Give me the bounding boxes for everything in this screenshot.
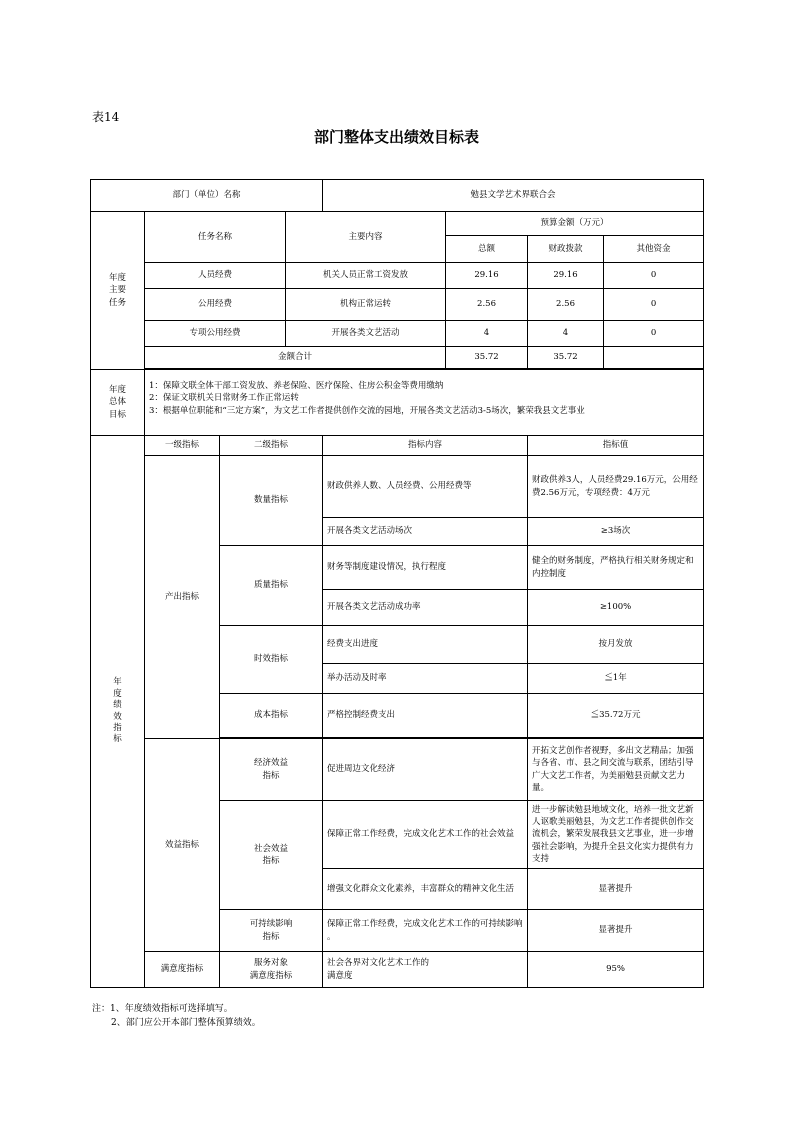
task-content: 机关人员正常工资发放	[286, 263, 446, 289]
note-line: 2、部门应公开本部门整体预算绩效。	[111, 1017, 261, 1028]
table-row	[91, 952, 704, 988]
task-other: 0	[604, 289, 704, 321]
tasks-side-label: 年度 主要 任务	[91, 212, 145, 370]
indicator-content: 开展各类文艺活动成功率	[323, 590, 528, 626]
task-name: 公用经费	[145, 289, 286, 321]
page-title: 部门整体支出绩效目标表	[313, 128, 479, 146]
sum-label: 金额合计	[145, 347, 446, 369]
indicator-content: 严格控制经费支出	[323, 694, 528, 738]
goal-line: 1：保障文联全体干部工资发放、养老保险、医疗保险、住房公积金等费用缴纳	[149, 381, 444, 391]
cost-label: 成本指标	[220, 694, 323, 738]
task-content-header: 主要内容	[286, 212, 446, 263]
level1-header: 一级指标	[145, 436, 220, 456]
indicator-value: ≦35.72万元	[528, 694, 704, 738]
task-content: 机构正常运转	[286, 289, 446, 321]
satisfaction-label: 满意度指标	[145, 952, 220, 988]
goal-line: 2：保证文联机关日常财务工作正常运转	[149, 393, 299, 404]
level2-header: 二级指标	[220, 436, 323, 456]
value-header: 指标值	[528, 436, 704, 456]
indicator-value: 按月发放	[528, 626, 704, 664]
indicator-content: 保障正常工作经费，完成文化艺术工作的可持续影响 。	[323, 910, 528, 952]
indicator-content: 财务等制度建设情况，执行程度	[323, 546, 528, 590]
table-row	[91, 263, 704, 289]
task-fiscal: 4	[528, 321, 604, 347]
indicator-content: 保障正常工作经费，完成文化艺术工作的社会效益	[323, 801, 528, 869]
table-row	[91, 289, 704, 321]
indicator-content: 举办活动及时率	[323, 664, 528, 694]
task-fiscal: 29.16	[528, 263, 604, 289]
timeliness-label: 时效指标	[220, 626, 323, 694]
task-name: 人员经费	[145, 263, 286, 289]
indicator-value: 财政供养3人，人员经费29.16万元，公用经费2.56万元，专项经费：4万元	[528, 456, 704, 518]
goals-side-label: 年度 总体 目标	[91, 370, 145, 436]
indicator-value: 进一步解读勉县地域文化，培养一批文艺新人讴歌美丽勉县，为文艺工作者提供创作交流机会，繁荣发展我县文艺事业，进一步增强社会影响，为提升全县文化实力提供有力支持	[528, 801, 704, 869]
indicator-content: 财政供养人数、人员经费、公用经费等	[323, 456, 528, 518]
performance-target-table	[90, 179, 704, 988]
task-other: 0	[604, 321, 704, 347]
goals-text	[145, 370, 704, 436]
indicator-content: 促进周边文化经济	[323, 739, 528, 801]
task-fiscal: 2.56	[528, 289, 604, 321]
indicator-content: 开展各类文艺活动场次	[323, 518, 528, 546]
note-line: 注：1、年度绩效指标可选择填写。	[92, 1004, 233, 1014]
dept-name-label: 部门（单位）名称	[91, 180, 323, 212]
indicator-value: 95%	[528, 952, 704, 988]
budget-header: 预算金额（万元）	[446, 212, 704, 236]
indicator-value: 健全的财务制度，严格执行相关财务规定和内控制度	[528, 546, 704, 590]
notes	[92, 1003, 261, 1030]
task-name: 专项公用经费	[145, 321, 286, 347]
sum-other	[604, 347, 704, 369]
task-name-header: 任务名称	[145, 212, 286, 263]
other-header: 其他资金	[604, 236, 704, 263]
indicator-value: ≦1年	[528, 664, 704, 694]
indicator-value: 开拓文艺创作者视野，多出文艺精品；加强与各省、市、县之间交流与联系，团结引导广大文艺工作者，为美丽勉县贡献文艺力量。	[528, 739, 704, 801]
sum-total: 35.72	[446, 347, 528, 369]
indicators-side-label: 年 度 绩 效 指 标	[91, 436, 145, 988]
sum-fiscal: 35.72	[528, 347, 604, 369]
service-label: 服务对象 满意度指标	[220, 952, 323, 988]
table-row	[91, 321, 704, 347]
task-total: 4	[446, 321, 528, 347]
economic-label: 经济效益 指标	[220, 739, 323, 801]
indicator-value: ≥100%	[528, 590, 704, 626]
indicator-value: 显著提升	[528, 869, 704, 910]
benefit-label: 效益指标	[145, 739, 220, 952]
indicator-content: 社会各界对文化艺术工作的 满意度	[323, 952, 528, 988]
indicator-content: 增强文化群众文化素养，丰富群众的精神文化生活	[323, 869, 528, 910]
fiscal-header: 财政拨款	[528, 236, 604, 263]
table-number-label: 表14	[92, 110, 120, 124]
indicator-value: ≥3场次	[528, 518, 704, 546]
indicator-value: 显著提升	[528, 910, 704, 952]
task-total: 2.56	[446, 289, 528, 321]
task-total: 29.16	[446, 263, 528, 289]
table-row	[91, 456, 704, 518]
dept-name-value: 勉县文学艺术界联合会	[323, 180, 704, 212]
task-other: 0	[604, 263, 704, 289]
goal-line: 3：根据单位职能和“三定方案”，为文艺工作者提供创作交流的园地，开展各类文艺活动3-5场次，繁荣我县文艺事业	[149, 405, 585, 416]
quantity-label: 数量指标	[220, 456, 323, 546]
total-header: 总额	[446, 236, 528, 263]
social-label: 社会效益 指标	[220, 801, 323, 910]
indicator-content: 经费支出进度	[323, 626, 528, 664]
content-header: 指标内容	[323, 436, 528, 456]
table-row	[91, 739, 704, 801]
task-content: 开展各类文艺活动	[286, 321, 446, 347]
sustainable-label: 可持续影响 指标	[220, 910, 323, 952]
quality-label: 质量指标	[220, 546, 323, 626]
output-label: 产出指标	[145, 456, 220, 739]
